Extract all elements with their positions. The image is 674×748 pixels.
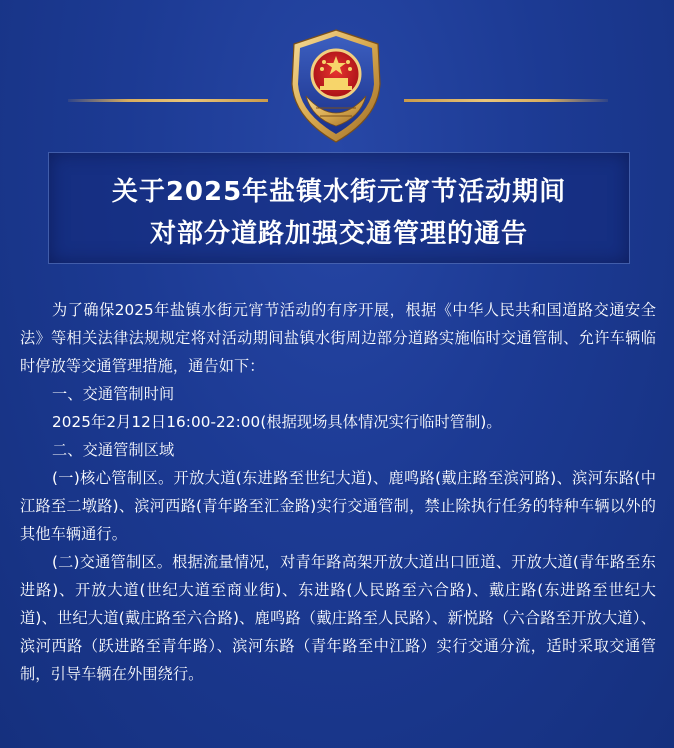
notice-title-box bbox=[48, 152, 630, 264]
section-heading-area: 二、交通管制区域 bbox=[52, 441, 175, 459]
notice-title-line-2: 对部分道路加强交通管理的通告 bbox=[149, 219, 528, 249]
body-paragraph-time: 2025年2月12日16:00-22:00(根据现场具体情况实行临时管制)。 bbox=[52, 413, 502, 431]
header-gold-line-left bbox=[68, 99, 268, 102]
section-heading-time: 一、交通管制时间 bbox=[52, 385, 175, 403]
notice-body bbox=[20, 296, 656, 688]
notice-title-line-1: 关于2025年盐镇水街元宵节活动期间 bbox=[111, 177, 567, 207]
police-badge-icon bbox=[282, 26, 390, 146]
body-paragraph-control-zone: (二)交通管制区。根据流量情况，对青年路高架开放大道出口匝道、开放大道(青年路至东进路)、开放大道(世纪大道至商业街)、东进路(人民路至六合路)、戴庄路(东进路至世纪大道)、世纪大道(戴庄路至六合路)、鹿鸣路（戴庄路至人民路）、新悦路（六合路至开放大道）、滨河西路（跃进路至青年路）、滨河东路（青年路至中江路）实行交通分流，适时采取交通管制，引导车辆在外围绕行。 bbox=[20, 553, 656, 683]
body-paragraph-core-zone: (一)核心管制区。开放大道(东进路至世纪大道)、鹿鸣路(戴庄路至滨河路)、滨河东路(中江路至二墩路)、滨河西路(青年路至汇金路)实行交通管制，禁止除执行任务的特种车辆以外的其他车辆通行。 bbox=[20, 469, 656, 543]
body-paragraph-intro: 为了确保2025年盐镇水街元宵节活动的有序开展，根据《中华人民共和国道路交通安全法》等相关法律法规规定将对活动期间盐镇水街周边部分道路实施临时交通管制、允许车辆临时停放等交通管理措施，通告如下： bbox=[20, 301, 656, 375]
header-gold-line-right bbox=[404, 99, 608, 102]
